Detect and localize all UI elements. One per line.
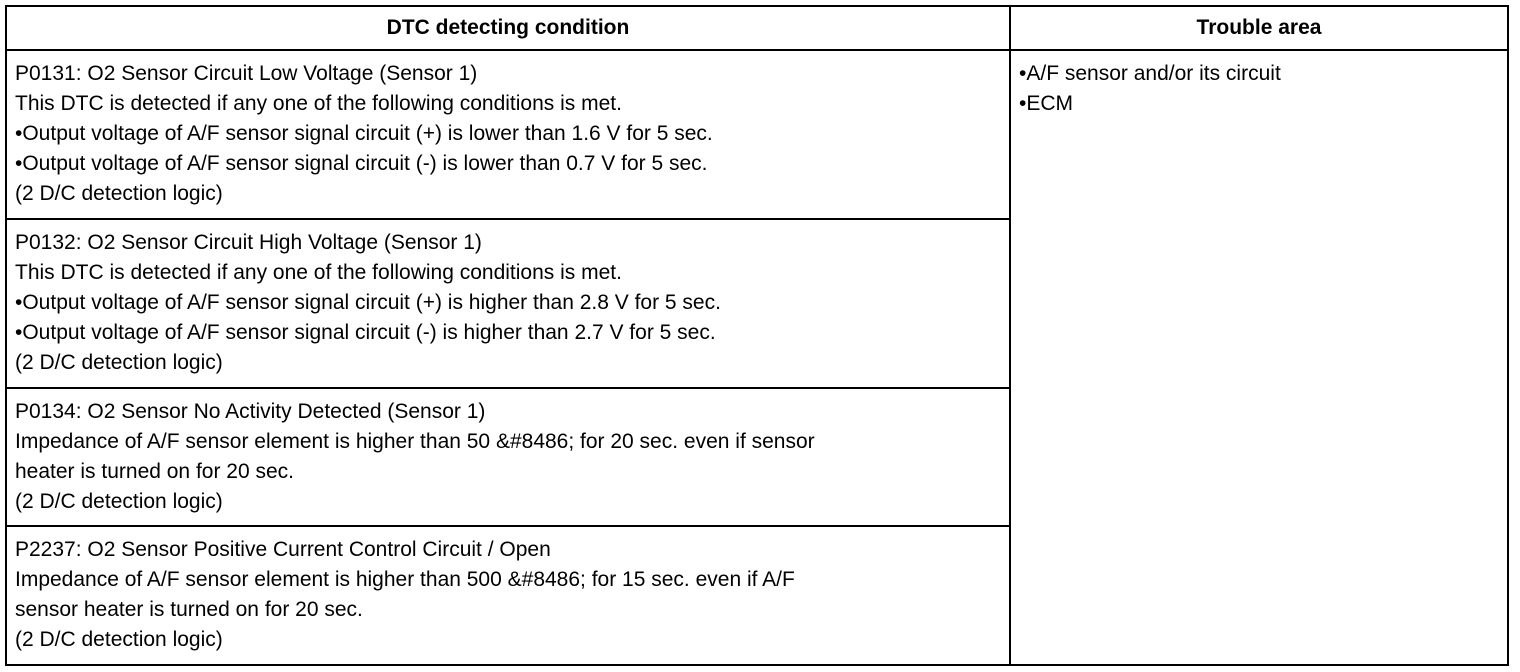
condition-line: Impedance of A/F sensor element is higher than 50 &#8486; for 20 sec. even if sensor xyxy=(15,429,815,453)
condition-line: •Output voltage of A/F sensor signal circuit (-) is higher than 2.7 V for 5 sec. xyxy=(15,320,716,344)
trouble-area-item: •A/F sensor and/or its circuit xyxy=(1019,62,1281,85)
condition-line: (2 D/C detection logic) xyxy=(15,628,223,652)
condition-line: •Output voltage of A/F sensor signal circuit (+) is higher than 2.8 V for 5 sec. xyxy=(15,290,721,314)
trouble-area-item: •ECM xyxy=(1019,92,1074,115)
condition-line: (2 D/C detection logic) xyxy=(15,350,223,374)
dtc-table xyxy=(5,5,1509,666)
condition-line: sensor heater is turned on for 20 sec. xyxy=(15,598,363,622)
header-row xyxy=(6,6,1508,50)
trouble-area-cell xyxy=(1010,50,1508,665)
condition-line: •Output voltage of A/F sensor signal circuit (-) is lower than 0.7 V for 5 sec. xyxy=(15,152,708,175)
condition-line: (2 D/C detection logic) xyxy=(15,182,223,205)
table-row xyxy=(6,50,1508,219)
header-dtc-detecting-condition: DTC detecting condition xyxy=(6,6,1010,50)
condition-line: This DTC is detected if any one of the following conditions is met. xyxy=(15,92,622,115)
condition-line: •Output voltage of A/F sensor signal circuit (+) is lower than 1.6 V for 5 sec. xyxy=(15,122,713,145)
header-trouble-area: Trouble area xyxy=(1010,6,1508,50)
condition-line: heater is turned on for 20 sec. xyxy=(15,459,294,483)
condition-cell-p0132 xyxy=(6,219,1010,388)
condition-line: Impedance of A/F sensor element is higher than 500 &#8486; for 15 sec. even if A/F xyxy=(15,568,795,592)
condition-line: P0131: O2 Sensor Circuit Low Voltage (Sensor 1) xyxy=(15,62,478,85)
condition-cell-p0134 xyxy=(6,388,1010,527)
condition-line: P2237: O2 Sensor Positive Current Control Circuit / Open xyxy=(15,538,551,562)
condition-cell-p2237 xyxy=(6,526,1010,665)
condition-line: P0134: O2 Sensor No Activity Detected (Sensor 1) xyxy=(15,399,486,423)
condition-cell-p0131 xyxy=(6,50,1010,219)
condition-line: This DTC is detected if any one of the following conditions is met. xyxy=(15,260,622,284)
condition-line: P0132: O2 Sensor Circuit High Voltage (Sensor 1) xyxy=(15,230,482,254)
condition-line: (2 D/C detection logic) xyxy=(15,489,223,513)
